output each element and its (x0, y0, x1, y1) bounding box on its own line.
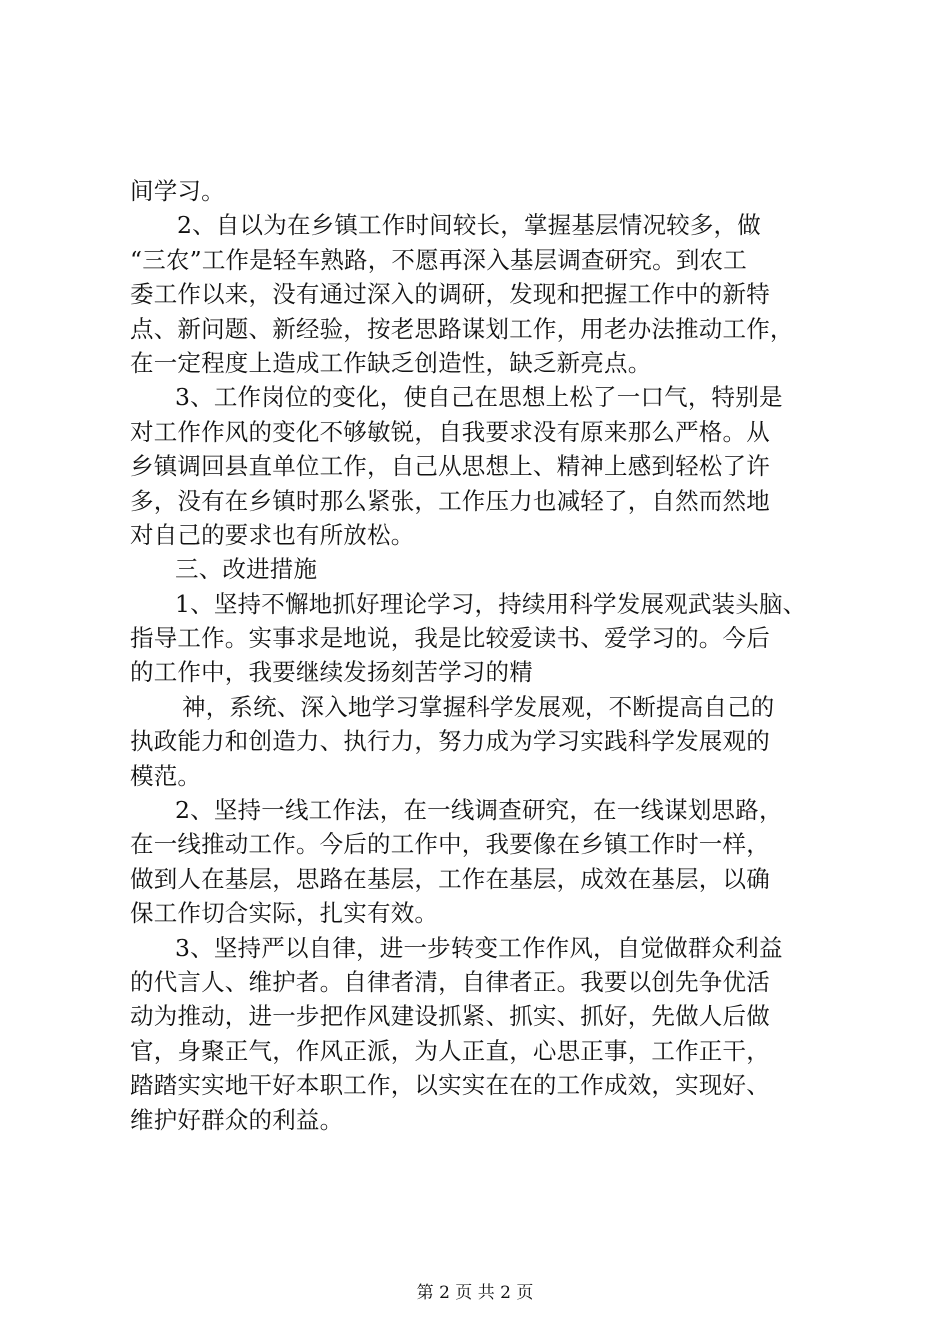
text-line: 的代言人、维护者。自律者清，自律者正。我要以创先争优活 (130, 967, 770, 996)
text-line: 动为推动，进一步把作风建设抓紧、抓实、抓好，先做人后做 (130, 1002, 770, 1031)
text-line: 官，身聚正气，作风正派，为人正直，心思正事，工作正干， (130, 1036, 770, 1065)
text-line: 模范。 (130, 761, 202, 790)
text-line: 间学习。 (130, 177, 225, 205)
text-line: 对自己的要求也有所放松。 (130, 520, 415, 549)
text-line: 在一线推动工作。今后的工作中，我要像在乡镇工作时一样， (130, 830, 770, 859)
text-line: 指导工作。实事求是地说，我是比较爱读书、爱学习的。今后 (130, 624, 770, 653)
text-line: 在一定程度上造成工作缺乏创造性，缺乏新亮点。 (130, 348, 652, 377)
text-line: “三农”工作是轻车熟路，不愿再深入基层调查研究。到农工 (130, 245, 747, 274)
text-line: 做到人在基层，思路在基层，工作在基层，成效在基层，以确 (130, 864, 770, 893)
text-line: 3、坚持严以自律，进一步转变工作作风，自觉做群众利益 (175, 933, 783, 962)
text-line: 3、工作岗位的变化，使自己在思想上松了一口气，特别是 (175, 383, 783, 412)
text-line: 乡镇调回县直单位工作，自己从思想上、精神上感到轻松了许 (130, 452, 770, 481)
text-line: 点、新问题、新经验，按老思路谋划工作，用老办法推动工作， (130, 314, 794, 343)
text-line: 委工作以来，没有通过深入的调研，发现和把握工作中的新特 (130, 280, 770, 309)
section-heading: 三、改进措施 (175, 555, 318, 584)
text-line: 多，没有在乡镇时那么紧张，工作压力也减轻了，自然而然地 (130, 486, 770, 515)
text-line: 执政能力和创造力、执行力，努力成为学习实践科学发展观的 (130, 727, 770, 756)
text-line: 维护好群众的利益。 (130, 1105, 344, 1134)
page-number-footer: 第 2 页 共 2 页 (416, 1283, 534, 1303)
text-line: 保工作切合实际，扎实有效。 (130, 899, 439, 928)
text-line: 对工作作风的变化不够敏锐，自我要求没有原来那么严格。从 (130, 417, 770, 446)
text-line: 2、坚持一线工作法，在一线调查研究，在一线谋划思路， (175, 796, 783, 825)
text-line: 的工作中，我要继续发扬刻苦学习的精 (130, 658, 533, 687)
text-line: 1、坚持不懈地抓好理论学习，持续用科学发展观武装头脑、 (175, 589, 807, 618)
document-body (130, 174, 830, 1137)
text-line: 2、自以为在乡镇工作时间较长，掌握基层情况较多，做 (177, 211, 761, 240)
text-line: 神，系统、深入地学习掌握科学发展观，不断提高自己的 (182, 692, 775, 721)
text-line: 踏踏实实地干好本职工作，以实实在在的工作成效，实现好、 (130, 1071, 770, 1100)
